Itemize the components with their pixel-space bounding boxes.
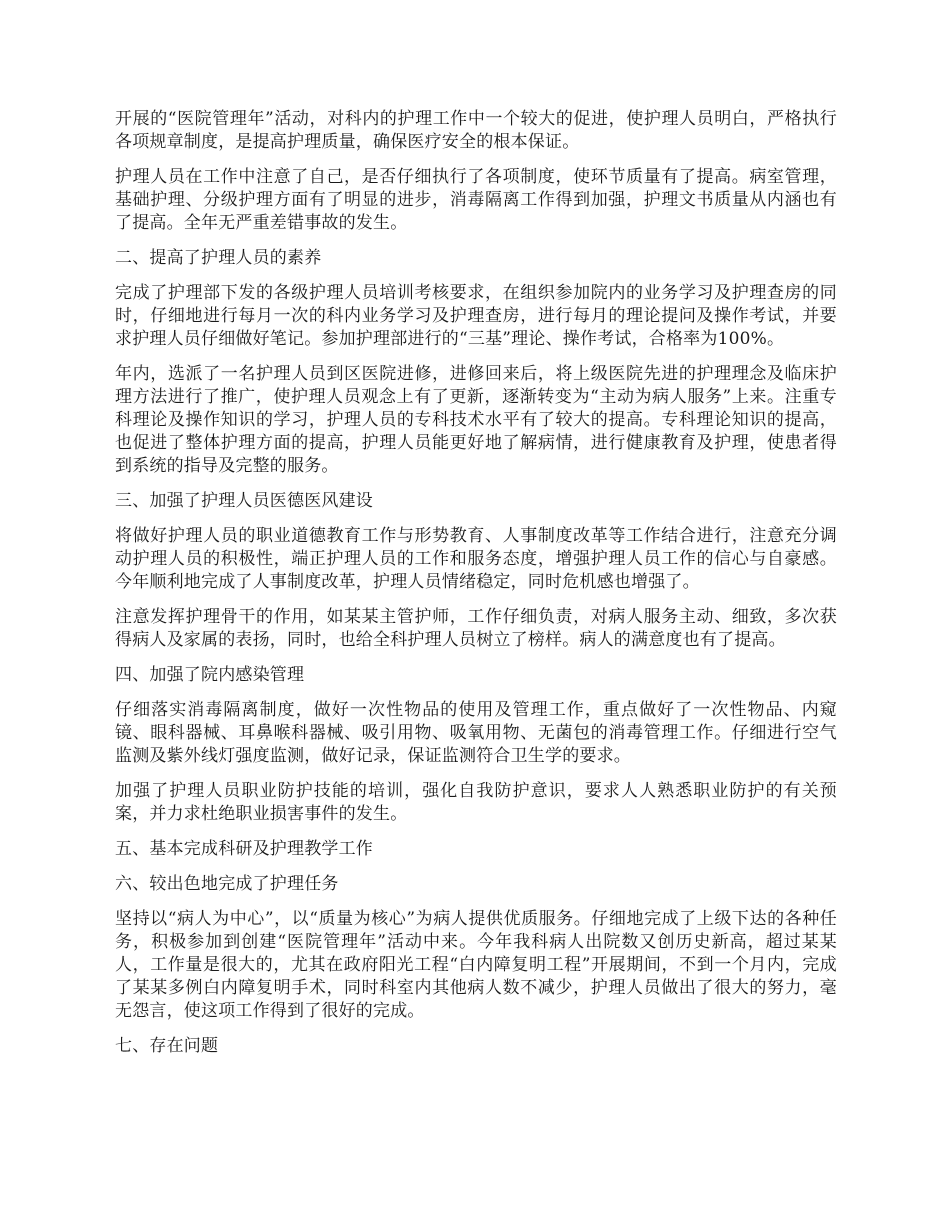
paragraph-8: 加强了护理人员职业防护技能的培训，强化自我防护意识，要求人人熟悉职业防护的有关预案，并力求杜绝职业损害事件的发生。 — [115, 781, 837, 824]
paragraph-7: 仔细落实消毒隔离制度，做好一次性物品的使用及管理工作，重点做好了一次性物品、内窥镜、眼科器械、耳鼻喉科器械、吸引用物、吸氧用物、无菌包的消毒管理工作。仔细进行空气监测及紫外线灯强度监测，做好记录，保证监测符合卫生学的要求。 — [115, 700, 837, 766]
section-heading-3: 三、加强了护理人员医德医风建设 — [115, 491, 373, 511]
section-heading-6: 六、较出色地完成了护理任务 — [115, 874, 339, 894]
paragraph-2: 护理人员在工作中注意了自己，是否仔细执行了各项制度，使环节质量有了提高。病室管理，基础护理、分级护理方面有了明显的进步，消毒隔离工作得到加强，护理文书质量从内涵也有了提高。全年无严重差错事故的发生。 — [115, 167, 837, 233]
section-heading-5: 五、基本完成科研及护理教学工作 — [115, 839, 373, 859]
paragraph-1: 开展的“医院管理年”活动，对科内的护理工作中一个较大的促进，使护理人员明白，严格执行各项规章制度，是提高护理质量，确保医疗安全的根本保证。 — [115, 109, 837, 152]
section-heading-7: 七、存在问题 — [115, 1036, 219, 1056]
paragraph-9: 坚持以“病人为中心”，以“质量为核心”为病人提供优质服务。仔细地完成了上级下达的各种任务，积极参加到创建“医院管理年”活动中来。今年我科病人出院数又创历史新高，超过某某人，工作量是很大的，尤其在政府阳光工程“白内障复明工程”开展期间，不到一个月内，完成了某某多例白内障复明手术，同时科室内其他病人数不减少，护理人员做出了很大的努力，毫无怨言，使这项工作得到了很好的完成。 — [115, 909, 837, 1021]
section-heading-2: 二、提高了护理人员的素养 — [115, 248, 322, 268]
paragraph-4: 年内，选派了一名护理人员到区医院进修，进修回来后，将上级医院先进的护理理念及临床护理方法进行了推广，使护理人员观念上有了更新，逐渐转变为“主动为病人服务”上来。注重专科理论及操作知识的学习，护理人员的专科技术水平有了较大的提高。专科理论知识的提高，也促进了整体护理方面的提高，护理人员能更好地了解病情，进行健康教育及护理，使患者得到系统的指导及完整的服务。 — [115, 364, 837, 476]
section-heading-4: 四、加强了院内感染管理 — [115, 665, 305, 685]
paragraph-6: 注意发挥护理骨干的作用，如某某主管护师，工作仔细负责，对病人服务主动、细致，多次获得病人及家属的表扬，同时，也给全科护理人员树立了榜样。病人的满意度也有了提高。 — [115, 607, 837, 650]
paragraph-5: 将做好护理人员的职业道德教育工作与形势教育、人事制度改革等工作结合进行，注意充分调动护理人员的积极性，端正护理人员的工作和服务态度，增强护理人员工作的信心与自豪感。今年顺利地完成了人事制度改革，护理人员情绪稳定，同时危机感也增强了。 — [115, 526, 837, 592]
document-page — [115, 108, 837, 1070]
paragraph-3: 完成了护理部下发的各级护理人员培训考核要求，在组织参加院内的业务学习及护理查房的同时，仔细地进行每月一次的科内业务学习及护理查房，进行每月的理论提问及操作考试，并要求护理人员仔细做好笔记。参加护理部进行的“三基”理论、操作考试，合格率为100%。 — [115, 283, 837, 349]
